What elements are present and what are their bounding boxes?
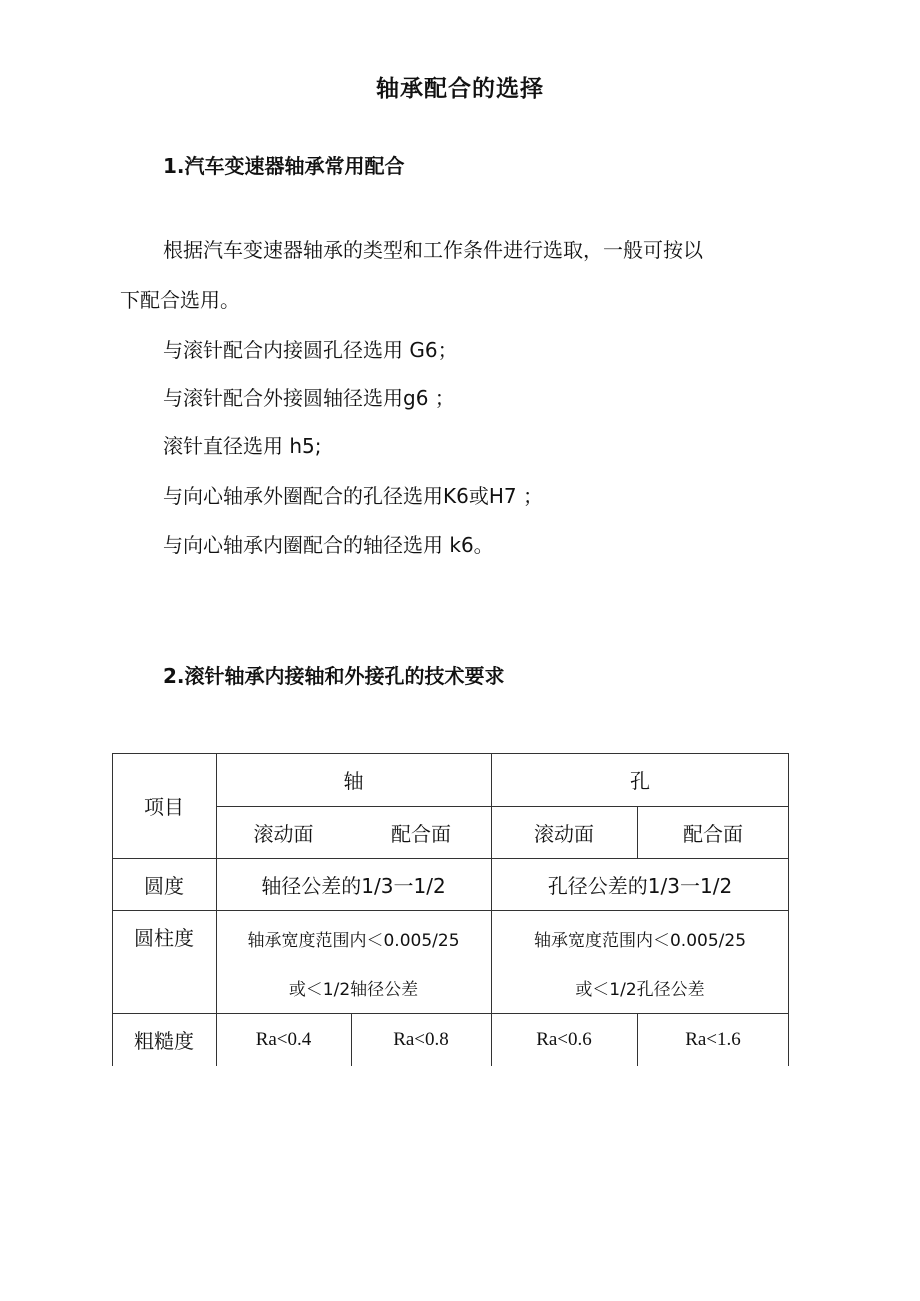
row-label-roughness: 粗糙度 xyxy=(134,1029,194,1053)
header-shaft: 轴 xyxy=(343,769,364,793)
roughness-hole-mating: Ra<1.6 xyxy=(685,1028,741,1050)
spec-item-1: 与滚针配合内接圆孔径选用 G6； xyxy=(163,338,458,362)
roughness-shaft-rolling: Ra<0.4 xyxy=(255,1028,312,1050)
section1-heading: 1.汽车变速器轴承常用配合 xyxy=(163,154,405,178)
roundness-shaft: 轴径公差的1/3一1/2 xyxy=(261,873,446,898)
intro-line-1: 根据汽车变速器轴承的类型和工作条件进行选取，一般可按以 xyxy=(163,238,703,262)
tech-requirements-table xyxy=(112,753,789,1066)
spec-item-4: 与向心轴承外圈配合的孔径选用K6或H7 ； xyxy=(163,484,543,508)
subheader-shaft-rolling: 滚动面 xyxy=(253,821,314,846)
spec-item-5: 与向心轴承内圈配合的轴径选用 k6。 xyxy=(163,533,494,557)
row-label-cylindricity: 圆柱度 xyxy=(134,925,194,950)
cylindricity-shaft-line1: 轴承宽度范围内＜0.005/25 xyxy=(247,930,460,951)
spec-item-2: 与滚针配合外接圆轴径选用g6 ； xyxy=(163,386,455,410)
section2-heading: 2.滚针轴承内接轴和外接孔的技术要求 xyxy=(163,664,505,688)
row-label-roundness: 圆度 xyxy=(144,873,184,898)
roughness-shaft-mating: Ra<0.8 xyxy=(393,1028,449,1050)
header-hole: 孔 xyxy=(630,769,650,793)
cylindricity-shaft-line2: 或＜1/2轴径公差 xyxy=(288,979,419,1000)
roundness-hole: 孔径公差的1/3一1/2 xyxy=(547,873,733,898)
spec-item-3: 滚针直径选用 h5; xyxy=(163,434,322,458)
cylindricity-hole-line1: 轴承宽度范围内＜0.005/25 xyxy=(533,930,747,951)
page-title: 轴承配合的选择 xyxy=(376,76,544,102)
roughness-hole-rolling: Ra<0.6 xyxy=(536,1028,592,1050)
header-item: 项目 xyxy=(144,795,184,819)
subheader-hole-mating: 配合面 xyxy=(683,821,743,846)
intro-line-2: 下配合选用。 xyxy=(120,288,240,312)
subheader-hole-rolling: 滚动面 xyxy=(534,821,594,846)
cylindricity-hole-line2: 或＜1/2孔径公差 xyxy=(575,979,705,1000)
subheader-shaft-mating: 配合面 xyxy=(391,821,451,846)
